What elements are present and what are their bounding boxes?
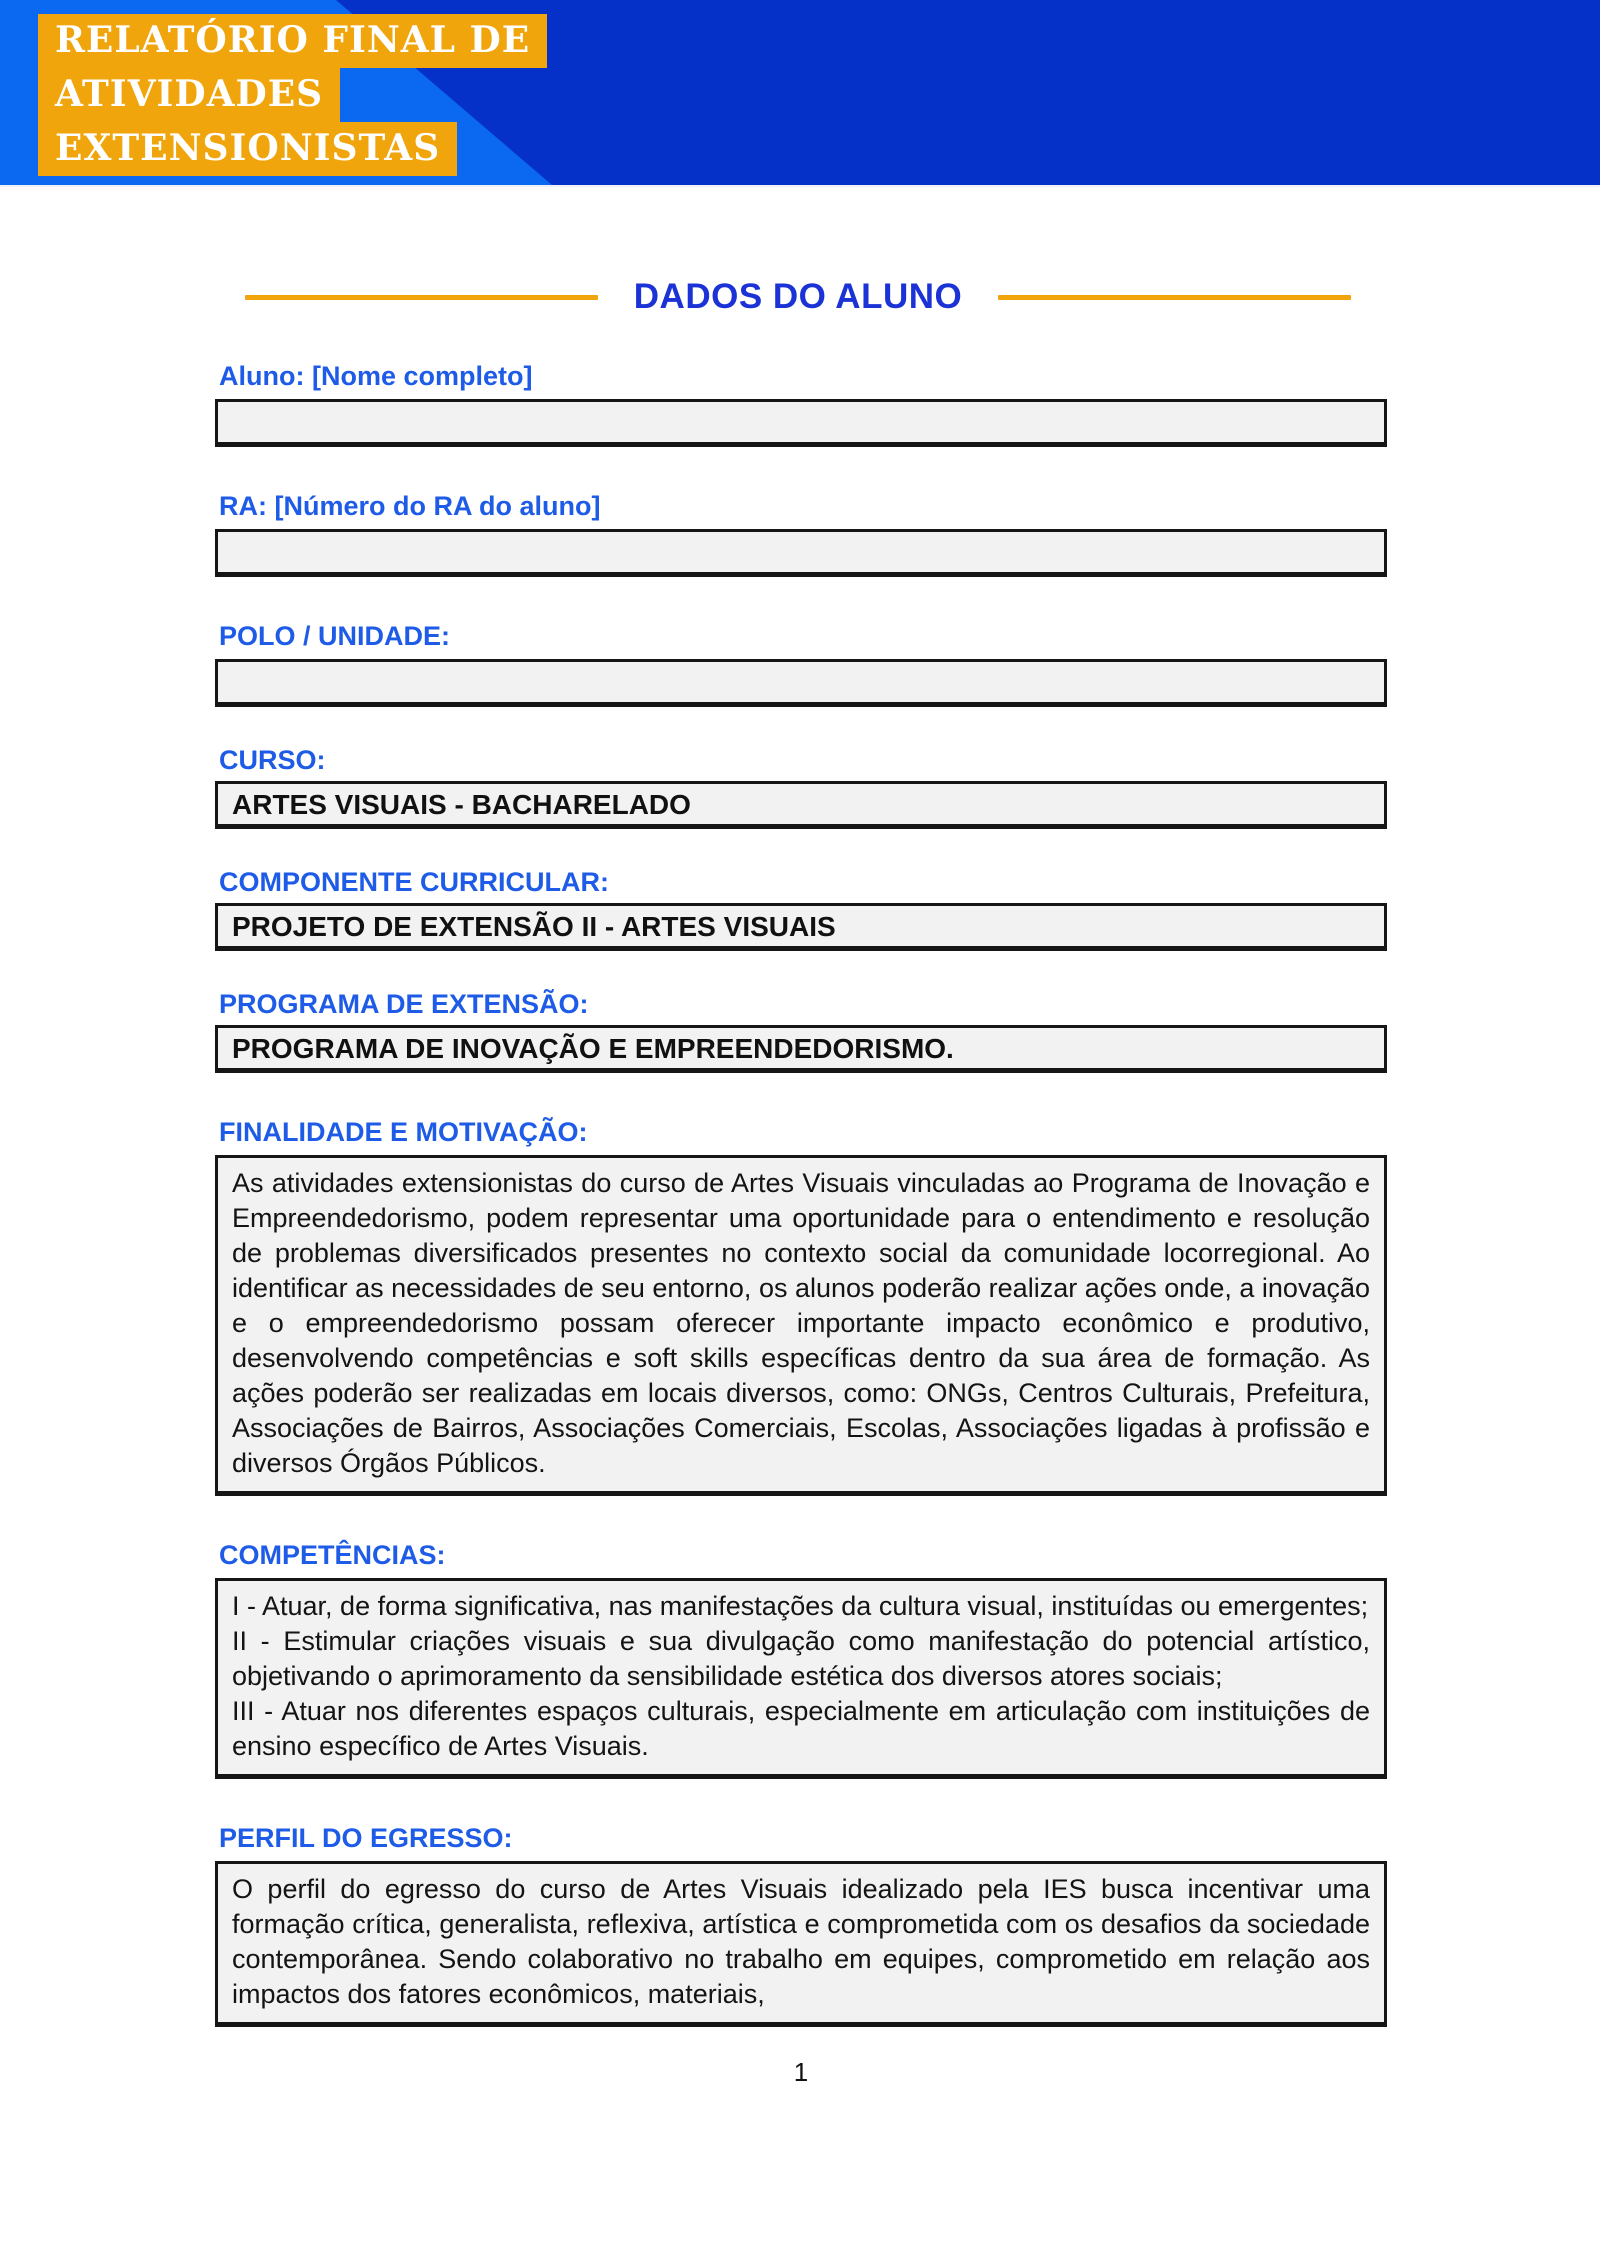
field-aluno [215,361,1387,447]
form-content [215,277,1387,2088]
competencia-item-1: I - Atuar, de forma significativa, nas manifestações da cultura visual, instituídas ou emergentes; [232,1591,1369,1621]
heading-rule-left [245,295,598,300]
banner-title-line-1: RELATÓRIO FINAL DE [38,14,547,68]
banner-title [38,14,547,176]
field-programa-extensao [215,989,1387,1073]
heading-rule-right [998,295,1351,300]
ra-label: RA: [Número do RA do aluno] [219,491,601,521]
curso-value[interactable]: ARTES VISUAIS - BACHARELADO [215,781,1387,829]
componente-curricular-label: COMPONENTE CURRICULAR: [219,867,609,897]
perfil-egresso-label: PERFIL DO EGRESSO: [219,1823,513,1853]
componente-curricular-value[interactable]: PROJETO DE EXTENSÃO II - ARTES VISUAIS [215,903,1387,951]
competencia-item-3: III - Atuar nos diferentes espaços culturais, especialmente em articulação com instituições de ensino específico de Artes Visuais. [232,1696,1370,1761]
competencias-text [215,1578,1387,1779]
field-competencias [215,1540,1387,1779]
finalidade-motivacao-text: As atividades extensionistas do curso de Artes Visuais vinculadas ao Programa de Inovação e Empreendedorismo, podem representar uma oportunidade para o entendimento e resolução de problemas diversificados presentes no contexto social da comunidade locorregional. Ao identificar as necessidades de seu entorno, os alunos poderão realizar ações onde, a inovação e o empreendedorismo possam oferecer importante impacto econômico e produtivo, desenvolvendo competências e soft skills específicas dentro da sua área de formação. As ações poderão ser realizadas em locais diversos, como: ONGs, Centros Culturais, Prefeitura, Associações de Bairros, Associações Comerciais, Escolas, Associações ligadas à profissão e diversos Órgãos Públicos. [215,1155,1387,1496]
polo-unidade-input[interactable] [215,659,1387,707]
field-finalidade-motivacao [215,1117,1387,1496]
field-polo-unidade [215,621,1387,707]
field-perfil-egresso [215,1823,1387,2027]
banner-title-line-3: EXTENSIONISTAS [38,122,457,176]
programa-extensao-label: PROGRAMA DE EXTENSÃO: [219,989,589,1019]
polo-unidade-label: POLO / UNIDADE: [219,621,451,651]
page-number: 1 [793,2057,809,2087]
programa-extensao-value[interactable]: PROGRAMA DE INOVAÇÃO E EMPREENDEDORISMO. [215,1025,1387,1073]
page-title: DADOS DO ALUNO [633,277,963,316]
aluno-label: Aluno: [Nome completo] [219,361,533,391]
aluno-input[interactable] [215,399,1387,447]
field-curso [215,745,1387,829]
banner [0,0,1600,187]
competencias-label: COMPETÊNCIAS: [219,1540,446,1570]
banner-title-line-2: ATIVIDADES [38,68,340,122]
competencia-item-2: II - Estimular criações visuais e sua divulgação como manifestação do potencial artístico, objetivando o aprimoramento da sensibilidade estética dos diversos atores sociais; [232,1626,1370,1691]
perfil-egresso-text: O perfil do egresso do curso de Artes Visuais idealizado pela IES busca incentivar uma formação crítica, generalista, reflexiva, artística e comprometida com os desafios da sociedade contemporânea. Sendo colaborativo no trabalho em equipes, comprometido em relação aos impactos dos fatores econômicos, materiais, [215,1861,1387,2027]
finalidade-motivacao-label: FINALIDADE E MOTIVAÇÃO: [219,1117,588,1147]
page-footer [215,2057,1387,2088]
curso-label: CURSO: [219,745,326,775]
section-heading [215,277,1387,317]
ra-input[interactable] [215,529,1387,577]
field-componente-curricular [215,867,1387,951]
field-ra [215,491,1387,577]
